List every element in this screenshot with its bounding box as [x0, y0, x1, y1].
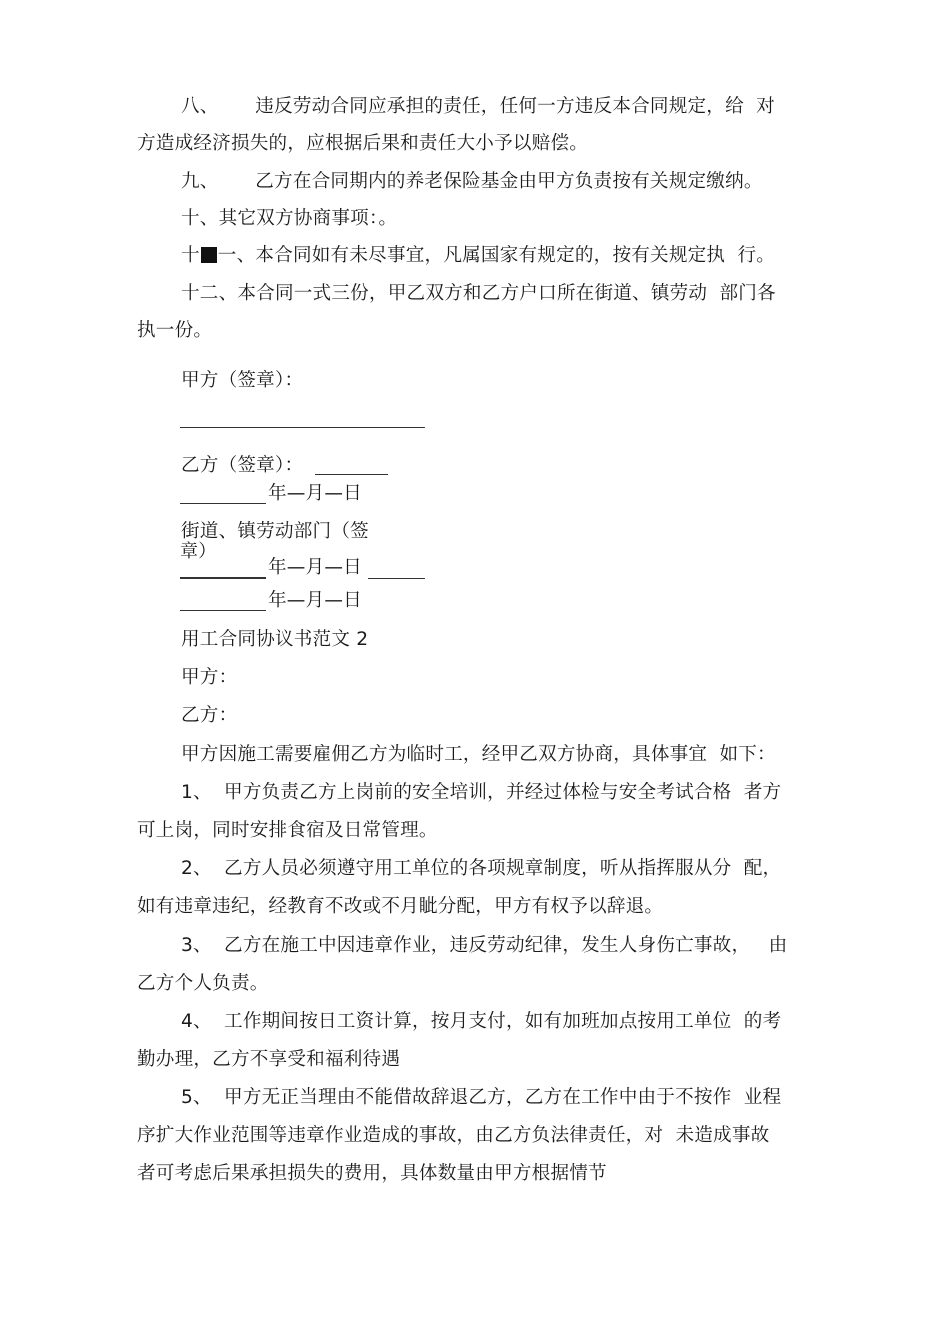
clause-8-line-2: 方造成经济损失的，应根据后果和责任大小予以赔偿。 [137, 133, 589, 154]
date-3-blank [180, 610, 266, 611]
clause-9: 九、 乙方在合同期内的养老保险基金由甲方负责按有关规定缴纳。 [181, 171, 763, 192]
item-1-line-2: 可上岗，同时安排食宿及日常管理。 [137, 820, 438, 841]
party-b-signature-label: 乙方（签章）： [181, 455, 304, 476]
black-square-icon [201, 247, 217, 263]
item-1-line-1: 1、 甲方负责乙方上岗前的安全培训，并经过体检与安全考试合格 者方 [181, 782, 782, 803]
clause-8-line-1: 八、 违反劳动合同应承担的责任，任何一方违反本合同规定，给 对 [181, 96, 775, 117]
date-2: 年—月—日 [268, 557, 362, 578]
street-dept-signature-line [368, 578, 425, 579]
item-5-line-3: 者可考虑后果承担损失的费用，具体数量由甲方根据情节 [137, 1163, 607, 1184]
street-dept-signature-label: 街道、镇劳动部门（签 [181, 521, 369, 542]
clause-11 [181, 244, 775, 268]
item-2-line-1: 2、 乙方人员必须遵守用工单位的各项规章制度，听从指挥服从分 配， [181, 858, 782, 879]
item-4-line-1: 4、 工作期间按日工资计算，按月支付，如有加班加点按用工单位 的考 [181, 1011, 782, 1032]
date-1: 年—月—日 [268, 483, 362, 504]
date-2-blank [180, 577, 266, 579]
sample-2-party-b: 乙方： [181, 705, 238, 726]
sample-2-intro: 甲方因施工需要雇佣乙方为临时工，经甲乙双方协商，具体事宜 如下： [181, 744, 776, 765]
clause-11-prefix: 十 [181, 245, 200, 266]
item-3-line-2: 乙方个人负责。 [137, 973, 269, 994]
date-3: 年—月—日 [268, 590, 362, 611]
item-3-line-1: 3、 乙方在施工中因违章作业，违反劳动纪律，发生人身伤亡事故， 由 [181, 935, 788, 956]
party-b-signature-line [315, 474, 388, 475]
street-dept-label-clipped [180, 541, 240, 562]
item-4-line-2: 勤办理，乙方不享受和福利待遇 [137, 1049, 401, 1070]
street-dept-label-continuation: 章） [180, 541, 217, 562]
party-a-signature-label: 甲方（签章）： [181, 370, 304, 391]
clause-10: 十、其它双方协商事项：。 [181, 208, 398, 229]
date-1-blank [180, 503, 266, 504]
clause-12-line-1: 十二、本合同一式三份，甲乙双方和乙方户口所在街道、镇劳动 部门各 [181, 283, 776, 304]
item-5-line-2: 序扩大作业范围等违章作业造成的事故，由乙方负法律责任，对 未造成事故 [137, 1125, 770, 1146]
sample-2-party-a: 甲方： [181, 667, 238, 688]
item-5-line-1: 5、 甲方无正当理由不能借故辞退乙方，乙方在工作中由于不按作 业程 [181, 1087, 782, 1108]
clause-11-text: 一、本合同如有未尽事宜，凡属国家有规定的，按有关规定执 行。 [217, 245, 776, 266]
item-2-line-2: 如有违章违纪，经教育不改或不月眦分配，甲方有权予以辞退。 [137, 896, 664, 917]
party-a-signature-line [180, 427, 425, 428]
sample-2-title: 用工合同协议书范文 2 [181, 629, 369, 650]
clause-12-line-2: 执一份。 [137, 320, 213, 341]
